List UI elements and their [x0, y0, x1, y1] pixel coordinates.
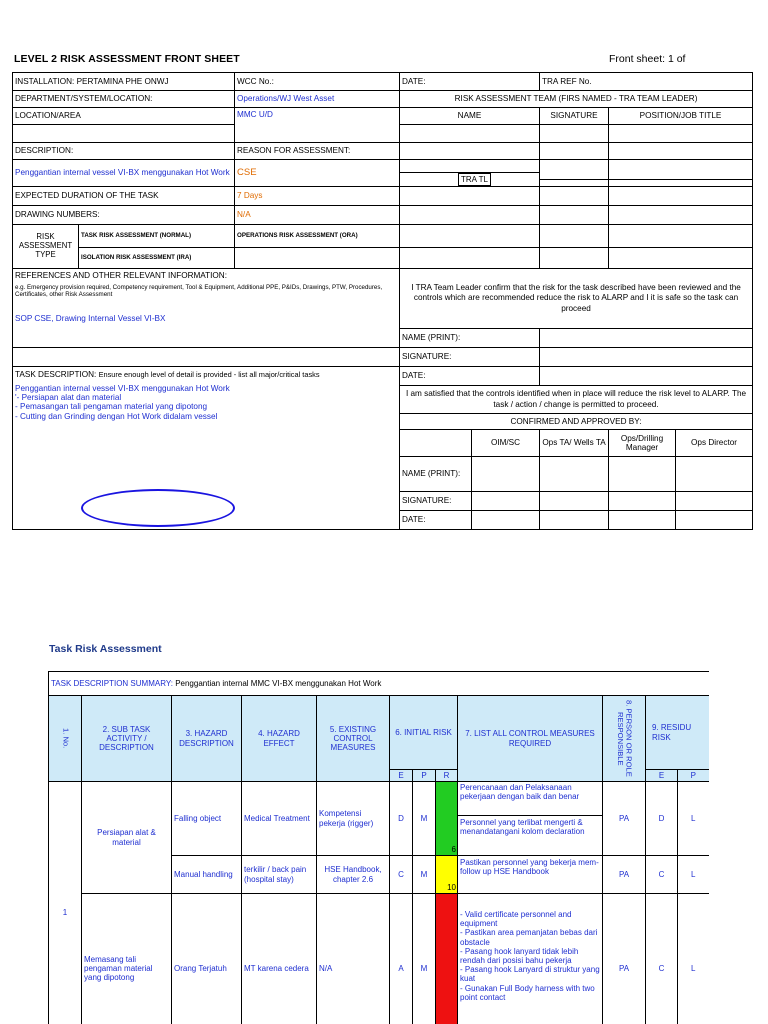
col-initial-risk: 6. INITIAL RISK [390, 696, 458, 770]
task-desc-label: TASK DESCRIPTION: [15, 370, 97, 379]
existing-2: HSE Handbook, chapter 2.6 [317, 856, 390, 894]
control-3-b: - Pastikan area pemanjatan bebas dari obstacle [460, 928, 598, 947]
summary-value: Penggantian internal MMC VI-BX menggunakan Hot Work [175, 678, 382, 688]
control-3-a: - Valid certificate personnel and equipment [460, 910, 572, 929]
initial-r-col: R [436, 770, 458, 782]
team-pos-1[interactable] [609, 125, 753, 143]
approver-signature-label: SIGNATURE: [400, 492, 472, 511]
reason-label: REASON FOR ASSESSMENT: [235, 143, 400, 160]
oim-signature[interactable] [472, 492, 540, 511]
sheet-title: LEVEL 2 RISK ASSESSMENT FRONT SHEET [14, 53, 240, 65]
duration-label: EXPECTED DURATION OF THE TASK [13, 187, 235, 206]
subtask-3: Memasang tali pengaman material yang dipotong [82, 894, 172, 1024]
oim-name[interactable] [472, 457, 540, 492]
team-sig-3[interactable] [540, 160, 609, 187]
ira-option[interactable]: ISOLATION RISK ASSESSMENT (IRA) [79, 248, 235, 269]
initial-r-1: 6 [436, 782, 458, 856]
table-row [49, 782, 709, 856]
initial-e-2: C [390, 856, 413, 894]
existing-1: Kompetensi pekerja (rigger) [317, 782, 390, 856]
effect-3: MT karena cedera [242, 894, 317, 1024]
controls-1 [458, 782, 603, 856]
drawing-value: N/A [235, 206, 400, 225]
team-pos-2[interactable] [609, 143, 753, 160]
team-name-2[interactable] [400, 143, 540, 160]
oim-col: OIM/SC [472, 430, 540, 457]
leader-date-input[interactable] [540, 367, 753, 386]
initial-p-col: P [413, 770, 436, 782]
subtask-1: Persiapan alat & material [82, 782, 172, 894]
existing-3: N/A [317, 894, 390, 1024]
initial-e-1: D [390, 782, 413, 856]
team-label: RISK ASSESSMENT TEAM (FIRS NAMED - TRA TEAM LEADER) [400, 91, 753, 108]
initial-r-2: 10 [436, 856, 458, 894]
residual-p-2: L [678, 856, 709, 894]
leader-name-label: NAME (PRINT): [400, 329, 540, 348]
references-value: SOP CSE, Drawing Internal Vessel VI-BX [15, 314, 166, 324]
leader-signature-label: SIGNATURE: [400, 348, 540, 367]
effect-1: Medical Treatment [242, 782, 317, 856]
description-value: Penggantian internal vessel VI-BX menggunakan Hot Work [13, 160, 235, 187]
initial-p-1: M [413, 782, 436, 856]
task-desc-hint: Ensure enough level of detail is provided - list all major/critical tasks [98, 370, 320, 379]
initial-e-col: E [390, 770, 413, 782]
person-1: PA [603, 782, 646, 856]
references-label: REFERENCES AND OTHER RELEVANT INFORMATION: [15, 271, 227, 280]
leader-name-input[interactable] [540, 329, 753, 348]
summary-cell [49, 672, 709, 696]
task-desc-line-3: - Cutting dan Grinding dengan Hot Work didalam vessel [15, 411, 218, 421]
ops-drilling-signature[interactable] [609, 492, 676, 511]
team-sig-1[interactable] [540, 125, 609, 143]
team-pos-3[interactable] [609, 160, 753, 187]
description-label: DESCRIPTION: [13, 143, 235, 160]
task-risk-assessment-table [48, 671, 709, 1024]
tra-normal-option[interactable]: TASK RISK ASSESSMENT (NORMAL) [79, 225, 235, 248]
control-1-b: Personnel yang terlibat mengerti & menandatangani kolom declaration [460, 818, 585, 837]
col-controls: 7. LIST ALL CONTROL MEASURES REQUIRED [458, 696, 603, 782]
row-number: 1 [49, 782, 82, 1024]
references-example: e.g. Emergency provision required, Competency requirement, Tool & Equipment, Additional PPE, P&IDs, Drawings, PTW, Procedures, Certificates, other Risk Assessment [15, 284, 383, 298]
oim-date[interactable] [472, 511, 540, 530]
location-label: LOCATION/AREA [13, 108, 235, 125]
summary-label: TASK DESCRIPTION SUMMARY: [51, 678, 173, 688]
satisfied-statement: I am satisfied that the controls identified when in place will reduce the risk level to ALARP. The task / action / change is permitted to proceed. [400, 386, 753, 414]
control-3-e: - Gunakan Full Body harness with two point contact [460, 983, 595, 1002]
ops-drilling-col: Ops/Drilling Manager [609, 430, 676, 457]
drawing-label: DRAWING NUMBERS: [13, 206, 235, 225]
ops-ta-signature[interactable] [540, 492, 609, 511]
ora-option[interactable]: OPERATIONS RISK ASSESSMENT (ORA) [235, 225, 400, 248]
control-3-c: - Pasang hook lanyard tidak lebih rendah dari posisi bahu pekerja [460, 946, 579, 965]
ops-ta-name[interactable] [540, 457, 609, 492]
team-position-col: POSITION/JOB TITLE [609, 108, 753, 125]
residual-e-1: D [646, 782, 678, 856]
date-label: DATE: [400, 73, 540, 91]
residual-e-col: E [646, 770, 678, 782]
table-row [49, 894, 709, 1024]
tra-tl-marker: TRA TL [458, 173, 491, 186]
initial-e-3: A [390, 894, 413, 1024]
front-sheet-table [12, 72, 753, 530]
task-desc-line-0: Penggantian internal vessel VI-BX menggunakan Hot Work [15, 383, 230, 393]
ops-director-date[interactable] [676, 511, 753, 530]
task-desc-line-2: - Pemasangan tali pengaman material yang dipotong [15, 402, 208, 412]
residual-p-1: L [678, 782, 709, 856]
confirmed-label: CONFIRMED AND APPROVED BY: [400, 414, 753, 430]
col-hazard: 3. HAZARD DESCRIPTION [172, 696, 242, 782]
team-name-col: NAME [400, 108, 540, 125]
ops-director-col: Ops Director [676, 430, 753, 457]
team-name-3[interactable] [400, 160, 540, 187]
ops-director-name[interactable] [676, 457, 753, 492]
ops-ta-date[interactable] [540, 511, 609, 530]
residual-p-col: P [678, 770, 709, 782]
hazard-1: Falling object [172, 782, 242, 856]
reason-value: CSE [235, 160, 400, 187]
col-residual-risk: 9. RESIDU RISK [646, 696, 709, 770]
tra-ref-label: TRA REF No. [540, 73, 753, 91]
col-effect: 4. HAZARD EFFECT [242, 696, 317, 782]
residual-e-3: C [646, 894, 678, 1024]
references-cell [13, 269, 400, 329]
residual-e-2: C [646, 856, 678, 894]
col-person: 8. PERSON OR ROLE RESPONSIBLE [616, 700, 634, 777]
control-1-a: Perencanaan dan Pelaksanaan pekerjaan dengan baik dan benar [458, 782, 602, 816]
approver-date-label: DATE: [400, 511, 472, 530]
initial-p-2: M [413, 856, 436, 894]
ops-director-signature[interactable] [676, 492, 753, 511]
duration-value: 7 Days [235, 187, 400, 206]
col-no: 1. No. [61, 728, 71, 749]
controls-3 [458, 894, 603, 1024]
leader-date-label: DATE: [400, 367, 540, 386]
control-3-d: - Pasang hook Lanyard di struktur yang kuat [460, 965, 600, 984]
leader-signature-input[interactable] [540, 348, 753, 367]
team-sig-2[interactable] [540, 143, 609, 160]
hazard-3: Orang Terjatuh [172, 894, 242, 1024]
department-label: DEPARTMENT/SYSTEM/LOCATION: [13, 91, 235, 108]
highlight-ellipse [81, 489, 235, 527]
location-value: MMC U/D [235, 108, 400, 143]
department-value: Operations/WJ West Asset [235, 91, 400, 108]
approver-name-label: NAME (PRINT): [400, 457, 472, 492]
ops-drilling-date[interactable] [609, 511, 676, 530]
col-subtask: 2. SUB TASK ACTIVITY / DESCRIPTION [82, 696, 172, 782]
team-name-1[interactable] [400, 125, 540, 143]
control-2-a: Pastikan personnel yang bekerja mem-follow up HSE Handbook [458, 856, 603, 894]
residual-p-3: L [678, 894, 709, 1024]
team-signature-col: SIGNATURE [540, 108, 609, 125]
hazard-2: Manual handling [172, 856, 242, 894]
installation-cell: INSTALLATION: PERTAMINA PHE ONWJ [13, 73, 235, 91]
ops-ta-col: Ops TA/ Wells TA [540, 430, 609, 457]
task-desc-line-1: '- Persiapan alat dan material [15, 392, 122, 402]
person-3: PA [603, 894, 646, 1024]
person-2: PA [603, 856, 646, 894]
ra-type-label: RISK ASSESSMENT TYPE [13, 225, 79, 269]
front-sheet-counter: Front sheet: 1 of [609, 53, 686, 65]
initial-p-3: M [413, 894, 436, 1024]
col-existing: 5. EXISTING CONTROL MEASURES [317, 696, 390, 782]
ops-drilling-name[interactable] [609, 457, 676, 492]
leader-statement: I TRA Team Leader confirm that the risk for the task described have been reviewed and the controls which are recommended reduce the risk to ALARP and I it is safe so the task can proceed [400, 269, 753, 329]
effect-2: terkilir / back pain (hospital stay) [242, 856, 317, 894]
wcc-label: WCC No.: [235, 73, 400, 91]
tra-title: Task Risk Assessment [49, 643, 162, 655]
initial-r-3 [436, 894, 458, 1024]
